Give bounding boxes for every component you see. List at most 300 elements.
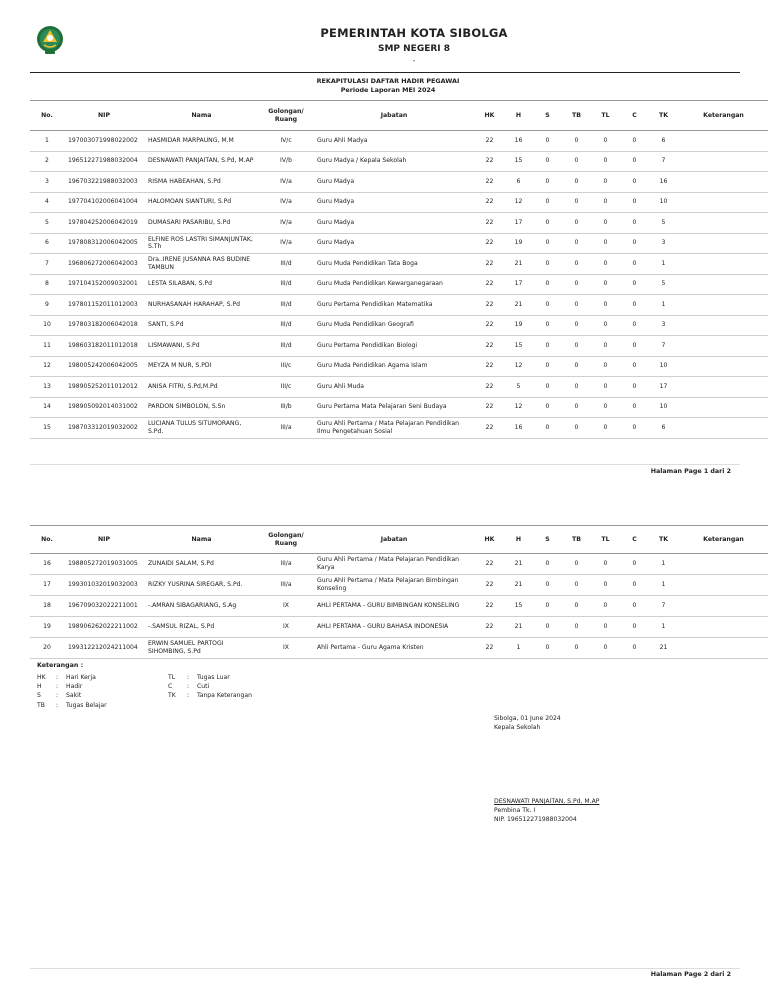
col-header-tb: TB	[562, 526, 591, 554]
row-tl: 0	[591, 172, 620, 193]
row-c: 0	[620, 617, 649, 638]
table-row	[30, 554, 768, 575]
row-tk: 7	[649, 336, 678, 357]
row-h: 12	[504, 356, 533, 377]
header-divider	[30, 72, 740, 73]
table-row	[30, 596, 768, 617]
legend-item-meaning: Tugas Belajar	[66, 701, 107, 709]
row-nip: 199301032019032003	[64, 575, 144, 596]
legend-item-meaning: Tugas Luar	[197, 674, 230, 681]
row-nip: 196709032022211001	[64, 596, 144, 617]
legend-item-meaning: Tanpa Keterangan	[197, 692, 252, 700]
col-header-tl: TL	[591, 101, 620, 131]
row-h: 6	[504, 172, 533, 193]
report-header	[0, 0, 768, 80]
row-tk: 1	[649, 254, 678, 275]
row-tk: 10	[649, 397, 678, 418]
row-keterangan	[678, 418, 768, 439]
table-row	[30, 151, 768, 172]
row-jabatan: Guru Ahli Pertama / Mata Pelajaran Pendidikan Karya	[313, 554, 475, 575]
row-no: 12	[30, 356, 64, 377]
row-c: 0	[620, 213, 649, 234]
row-tb: 0	[562, 397, 591, 418]
table-row	[30, 172, 768, 193]
row-nip: 196703221988032003	[64, 172, 144, 193]
table-row	[30, 397, 768, 418]
row-keterangan	[678, 575, 768, 596]
row-nama: LESTA SILABAN, S.Pd	[144, 274, 259, 295]
col-header-nama: Nama	[144, 101, 259, 131]
row-hk: 22	[475, 295, 504, 316]
row-hk: 22	[475, 213, 504, 234]
col-header-h: H	[504, 101, 533, 131]
row-keterangan	[678, 638, 768, 659]
row-tb: 0	[562, 575, 591, 596]
header-dash: -	[412, 57, 416, 65]
legend-item-code: C	[168, 683, 173, 691]
row-tb: 0	[562, 418, 591, 439]
row-tl: 0	[591, 554, 620, 575]
row-jabatan: AHLI PERTAMA - GURU BIMBINGAN KONSELING	[313, 596, 475, 617]
row-tk: 3	[649, 315, 678, 336]
row-nama: LUCIANA TULUS SITUMORANG, S.Pd.	[144, 418, 259, 439]
row-s: 0	[533, 172, 562, 193]
table-row	[30, 356, 768, 377]
row-s: 0	[533, 397, 562, 418]
row-golongan: IV/b	[259, 151, 313, 172]
row-tl: 0	[591, 617, 620, 638]
row-tb: 0	[562, 295, 591, 316]
signature-nip: NIP. 196512271988032004	[494, 816, 577, 823]
row-s: 0	[533, 315, 562, 336]
row-jabatan: Guru Muda Pendidikan Tata Boga	[313, 254, 475, 275]
row-tk: 6	[649, 418, 678, 439]
row-no: 3	[30, 172, 64, 193]
row-nip: 198905092014031002	[64, 397, 144, 418]
row-tk: 16	[649, 172, 678, 193]
row-no: 20	[30, 638, 64, 659]
legend-item-separator: :	[187, 683, 190, 691]
table-row	[30, 233, 768, 254]
col-header-golongan: Golongan/ Ruang	[259, 526, 313, 554]
row-h: 19	[504, 233, 533, 254]
row-golongan: III/d	[259, 254, 313, 275]
row-keterangan	[678, 617, 768, 638]
col-header-golongan: Golongan/ Ruang	[259, 101, 313, 131]
row-s: 0	[533, 554, 562, 575]
row-s: 0	[533, 151, 562, 172]
row-tk: 10	[649, 356, 678, 377]
row-tb: 0	[562, 151, 591, 172]
row-keterangan	[678, 596, 768, 617]
page-2-bottom-rule	[30, 968, 740, 969]
row-h: 21	[504, 554, 533, 575]
row-golongan: IV/c	[259, 131, 313, 152]
row-s: 0	[533, 254, 562, 275]
row-s: 0	[533, 336, 562, 357]
row-nama: LISMAWANI, S.Pd	[144, 336, 259, 357]
row-c: 0	[620, 596, 649, 617]
row-nama: -.AMRAN SIBAGARIANG, S.Ag	[144, 596, 259, 617]
report-title: REKAPITULASI DAFTAR HADIR PEGAWAI	[316, 77, 460, 85]
row-nama: RIZKY YUSRINA SIREGAR, S.Pd.	[144, 575, 259, 596]
col-header-jabatan: Jabatan	[313, 101, 475, 131]
table-row	[30, 638, 768, 659]
row-tb: 0	[562, 274, 591, 295]
row-c: 0	[620, 356, 649, 377]
row-hk: 22	[475, 638, 504, 659]
legend-item-meaning: Cuti	[197, 683, 210, 691]
row-jabatan: Guru Madya	[313, 213, 475, 234]
row-no: 8	[30, 274, 64, 295]
legend-item	[37, 701, 107, 710]
row-h: 19	[504, 315, 533, 336]
row-tk: 6	[649, 131, 678, 152]
row-tk: 5	[649, 274, 678, 295]
row-nip: 197803182006042018	[64, 315, 144, 336]
row-tk: 3	[649, 233, 678, 254]
row-golongan: IV/a	[259, 233, 313, 254]
row-keterangan	[678, 151, 768, 172]
row-tl: 0	[591, 274, 620, 295]
row-tb: 0	[562, 617, 591, 638]
row-h: 1	[504, 638, 533, 659]
table-row	[30, 336, 768, 357]
row-keterangan	[678, 254, 768, 275]
col-header-tb: TB	[562, 101, 591, 131]
row-tb: 0	[562, 596, 591, 617]
page-1-footer: Halaman Page 1 dari 2	[650, 468, 731, 475]
row-c: 0	[620, 151, 649, 172]
row-h: 17	[504, 274, 533, 295]
row-tl: 0	[591, 315, 620, 336]
attendance-table-page-2	[30, 525, 768, 659]
row-tl: 0	[591, 638, 620, 659]
row-tb: 0	[562, 336, 591, 357]
legend-item	[37, 673, 107, 682]
row-keterangan	[678, 274, 768, 295]
row-keterangan	[678, 356, 768, 377]
row-keterangan	[678, 336, 768, 357]
row-nama: Dra..IRENE JUSANNA RAS BUDINE TAMBUN	[144, 254, 259, 275]
row-tb: 0	[562, 233, 591, 254]
row-jabatan: AHLI PERTAMA - GURU BAHASA INDONESIA	[313, 617, 475, 638]
row-hk: 22	[475, 192, 504, 213]
row-h: 21	[504, 254, 533, 275]
row-hk: 22	[475, 172, 504, 193]
page-1-bottom-rule	[30, 464, 740, 465]
row-s: 0	[533, 418, 562, 439]
row-jabatan: Guru Madya / Kepala Sekolah	[313, 151, 475, 172]
attendance-table-page-1	[30, 100, 768, 439]
legend-item-meaning: Hadir	[66, 683, 83, 691]
col-header-keterangan: Keterangan	[678, 101, 768, 131]
row-jabatan: Guru Muda Pendidikan Geografi	[313, 315, 475, 336]
legend-item-code: TB	[37, 701, 45, 709]
row-c: 0	[620, 315, 649, 336]
legend-item	[168, 682, 252, 691]
row-keterangan	[678, 315, 768, 336]
row-nama: DUMASARI PASARIBU, S.Pd	[144, 213, 259, 234]
row-no: 18	[30, 596, 64, 617]
row-nip: 196806272006042003	[64, 254, 144, 275]
row-no: 19	[30, 617, 64, 638]
row-tl: 0	[591, 295, 620, 316]
row-c: 0	[620, 418, 649, 439]
table-row	[30, 315, 768, 336]
legend-item-separator: :	[56, 701, 59, 709]
row-s: 0	[533, 274, 562, 295]
row-hk: 22	[475, 596, 504, 617]
legend-item-separator: :	[56, 683, 59, 691]
row-keterangan	[678, 397, 768, 418]
row-tl: 0	[591, 418, 620, 439]
row-no: 7	[30, 254, 64, 275]
row-s: 0	[533, 295, 562, 316]
row-tl: 0	[591, 233, 620, 254]
row-nip: 197704102006041004	[64, 192, 144, 213]
table-row	[30, 575, 768, 596]
row-s: 0	[533, 356, 562, 377]
row-nip: 197003071998022002	[64, 131, 144, 152]
row-no: 9	[30, 295, 64, 316]
row-h: 15	[504, 596, 533, 617]
row-nip: 197804252006042019	[64, 213, 144, 234]
row-keterangan	[678, 172, 768, 193]
row-golongan: IX	[259, 617, 313, 638]
row-h: 21	[504, 617, 533, 638]
row-tl: 0	[591, 575, 620, 596]
row-no: 15	[30, 418, 64, 439]
signature-name: DESNAWATI PANJAITAN, S.Pd, M.AP	[494, 798, 600, 805]
row-hk: 22	[475, 131, 504, 152]
row-keterangan	[678, 131, 768, 152]
row-tb: 0	[562, 356, 591, 377]
table-row	[30, 274, 768, 295]
row-no: 11	[30, 336, 64, 357]
row-nip: 198906262022211002	[64, 617, 144, 638]
col-header-hk: HK	[475, 101, 504, 131]
table-row	[30, 295, 768, 316]
row-tb: 0	[562, 377, 591, 398]
legend-item-code: TL	[168, 674, 176, 681]
legend-item-code: TK	[168, 692, 176, 700]
row-jabatan: Guru Ahli Madya	[313, 131, 475, 152]
row-hk: 22	[475, 418, 504, 439]
row-hk: 22	[475, 356, 504, 377]
row-tb: 0	[562, 172, 591, 193]
row-h: 15	[504, 336, 533, 357]
row-no: 6	[30, 233, 64, 254]
col-header-h: H	[504, 526, 533, 554]
signature-block-top	[494, 714, 561, 732]
table-row	[30, 418, 768, 439]
row-h: 5	[504, 377, 533, 398]
row-nip: 198905252011012012	[64, 377, 144, 398]
row-nip: 198603182011012018	[64, 336, 144, 357]
row-tb: 0	[562, 131, 591, 152]
row-jabatan: Guru Muda Pendidikan Kewarganegaraan	[313, 274, 475, 295]
row-hk: 22	[475, 397, 504, 418]
row-nama: DESNAWATI PANJAITAN, S.Pd, M.AP	[144, 151, 259, 172]
row-keterangan	[678, 233, 768, 254]
row-no: 2	[30, 151, 64, 172]
col-header-c: C	[620, 101, 649, 131]
row-golongan: III/d	[259, 295, 313, 316]
legend-item	[37, 682, 107, 691]
row-jabatan: Guru Ahli Pertama / Mata Pelajaran Pendidikan Ilmu Pengetahuan Sosial	[313, 418, 475, 439]
row-hk: 22	[475, 151, 504, 172]
row-nip: 198703312019032002	[64, 418, 144, 439]
row-tl: 0	[591, 254, 620, 275]
row-keterangan	[678, 554, 768, 575]
row-golongan: IX	[259, 638, 313, 659]
row-jabatan: Ahli Pertama - Guru Agama Kristen	[313, 638, 475, 659]
row-nama: ANISA FITRI, S.Pd,M.Pd	[144, 377, 259, 398]
row-h: 16	[504, 418, 533, 439]
row-nama: -.SAMSUL RIZAL, S.Pd	[144, 617, 259, 638]
row-tb: 0	[562, 315, 591, 336]
row-tl: 0	[591, 192, 620, 213]
row-nip: 198005242006042005	[64, 356, 144, 377]
row-tb: 0	[562, 554, 591, 575]
row-c: 0	[620, 638, 649, 659]
legend-item-meaning: Hari Kerja	[66, 674, 96, 681]
row-tl: 0	[591, 336, 620, 357]
col-header-nama: Nama	[144, 526, 259, 554]
row-hk: 22	[475, 274, 504, 295]
row-jabatan: Guru Madya	[313, 233, 475, 254]
row-tb: 0	[562, 638, 591, 659]
row-golongan: IX	[259, 596, 313, 617]
row-nip: 196512271988032004	[64, 151, 144, 172]
row-c: 0	[620, 233, 649, 254]
report-period: Periode Laporan MEI 2024	[340, 86, 436, 94]
legend-item-code: S	[37, 692, 41, 700]
row-tb: 0	[562, 192, 591, 213]
table-row	[30, 377, 768, 398]
row-s: 0	[533, 192, 562, 213]
col-header-tk: TK	[649, 101, 678, 131]
row-tb: 0	[562, 254, 591, 275]
row-no: 13	[30, 377, 64, 398]
row-jabatan: Guru Madya	[313, 172, 475, 193]
legend-item	[37, 691, 107, 700]
legend-item-code: HK	[37, 674, 46, 681]
row-hk: 22	[475, 575, 504, 596]
row-jabatan: Guru Pertama Mata Pelajaran Seni Budaya	[313, 397, 475, 418]
row-c: 0	[620, 192, 649, 213]
row-h: 12	[504, 397, 533, 418]
school-name: SMP NEGERI 8	[377, 44, 451, 54]
row-c: 0	[620, 554, 649, 575]
row-tl: 0	[591, 356, 620, 377]
row-h: 21	[504, 295, 533, 316]
row-keterangan	[678, 295, 768, 316]
row-hk: 22	[475, 315, 504, 336]
col-header-no: No.	[30, 101, 64, 131]
row-no: 5	[30, 213, 64, 234]
row-golongan: IV/a	[259, 172, 313, 193]
row-c: 0	[620, 254, 649, 275]
row-golongan: III/a	[259, 418, 313, 439]
row-tk: 21	[649, 638, 678, 659]
row-tk: 7	[649, 596, 678, 617]
row-nip: 198805272019031005	[64, 554, 144, 575]
row-c: 0	[620, 575, 649, 596]
row-nama: HALOMOAN SIANTURI, S.Pd	[144, 192, 259, 213]
table-row	[30, 131, 768, 152]
legend-title: Keterangan :	[37, 662, 84, 669]
row-s: 0	[533, 131, 562, 152]
row-tl: 0	[591, 213, 620, 234]
row-tk: 1	[649, 295, 678, 316]
col-header-nip: NIP	[64, 101, 144, 131]
row-tk: 1	[649, 575, 678, 596]
row-golongan: III/c	[259, 356, 313, 377]
organization-name: PEMERINTAH KOTA SIBOLGA	[320, 26, 508, 40]
row-c: 0	[620, 336, 649, 357]
row-c: 0	[620, 397, 649, 418]
row-c: 0	[620, 131, 649, 152]
row-jabatan: Guru Madya	[313, 192, 475, 213]
legend-item-meaning: Sakit	[66, 692, 82, 700]
col-header-s: S	[533, 101, 562, 131]
row-keterangan	[678, 213, 768, 234]
legend-item-separator: :	[187, 692, 190, 700]
row-s: 0	[533, 617, 562, 638]
row-s: 0	[533, 213, 562, 234]
row-c: 0	[620, 377, 649, 398]
row-nama: RISMA HABEAHAN, S.Pd	[144, 172, 259, 193]
row-hk: 22	[475, 233, 504, 254]
row-tl: 0	[591, 131, 620, 152]
signature-place-date: Sibolga, 01 June 2024	[494, 715, 561, 722]
row-golongan: IV/a	[259, 192, 313, 213]
row-h: 12	[504, 192, 533, 213]
row-hk: 22	[475, 554, 504, 575]
row-tk: 5	[649, 213, 678, 234]
row-hk: 22	[475, 336, 504, 357]
row-hk: 22	[475, 377, 504, 398]
row-tl: 0	[591, 151, 620, 172]
row-s: 0	[533, 377, 562, 398]
row-nama: SANTI, S.Pd	[144, 315, 259, 336]
row-h: 15	[504, 151, 533, 172]
row-tl: 0	[591, 397, 620, 418]
table-row	[30, 617, 768, 638]
row-tb: 0	[562, 213, 591, 234]
row-jabatan: Guru Muda Pendidikan Agama Islam	[313, 356, 475, 377]
signature-position: Kepala Sekolah	[494, 724, 541, 731]
col-header-nip: NIP	[64, 526, 144, 554]
page-2-footer: Halaman Page 2 dari 2	[650, 971, 731, 978]
row-nama: ZUNAIDI SALAM, S.Pd	[144, 554, 259, 575]
row-nama: ERWIN SAMUEL PARTOGI SIHOMBING, S.Pd	[144, 638, 259, 659]
row-hk: 22	[475, 617, 504, 638]
row-golongan: III/a	[259, 554, 313, 575]
row-tk: 1	[649, 617, 678, 638]
row-no: 1	[30, 131, 64, 152]
row-s: 0	[533, 575, 562, 596]
row-no: 10	[30, 315, 64, 336]
row-s: 0	[533, 596, 562, 617]
col-header-s: S	[533, 526, 562, 554]
row-keterangan	[678, 377, 768, 398]
row-tl: 0	[591, 377, 620, 398]
legend-item	[168, 691, 252, 700]
col-header-tl: TL	[591, 526, 620, 554]
